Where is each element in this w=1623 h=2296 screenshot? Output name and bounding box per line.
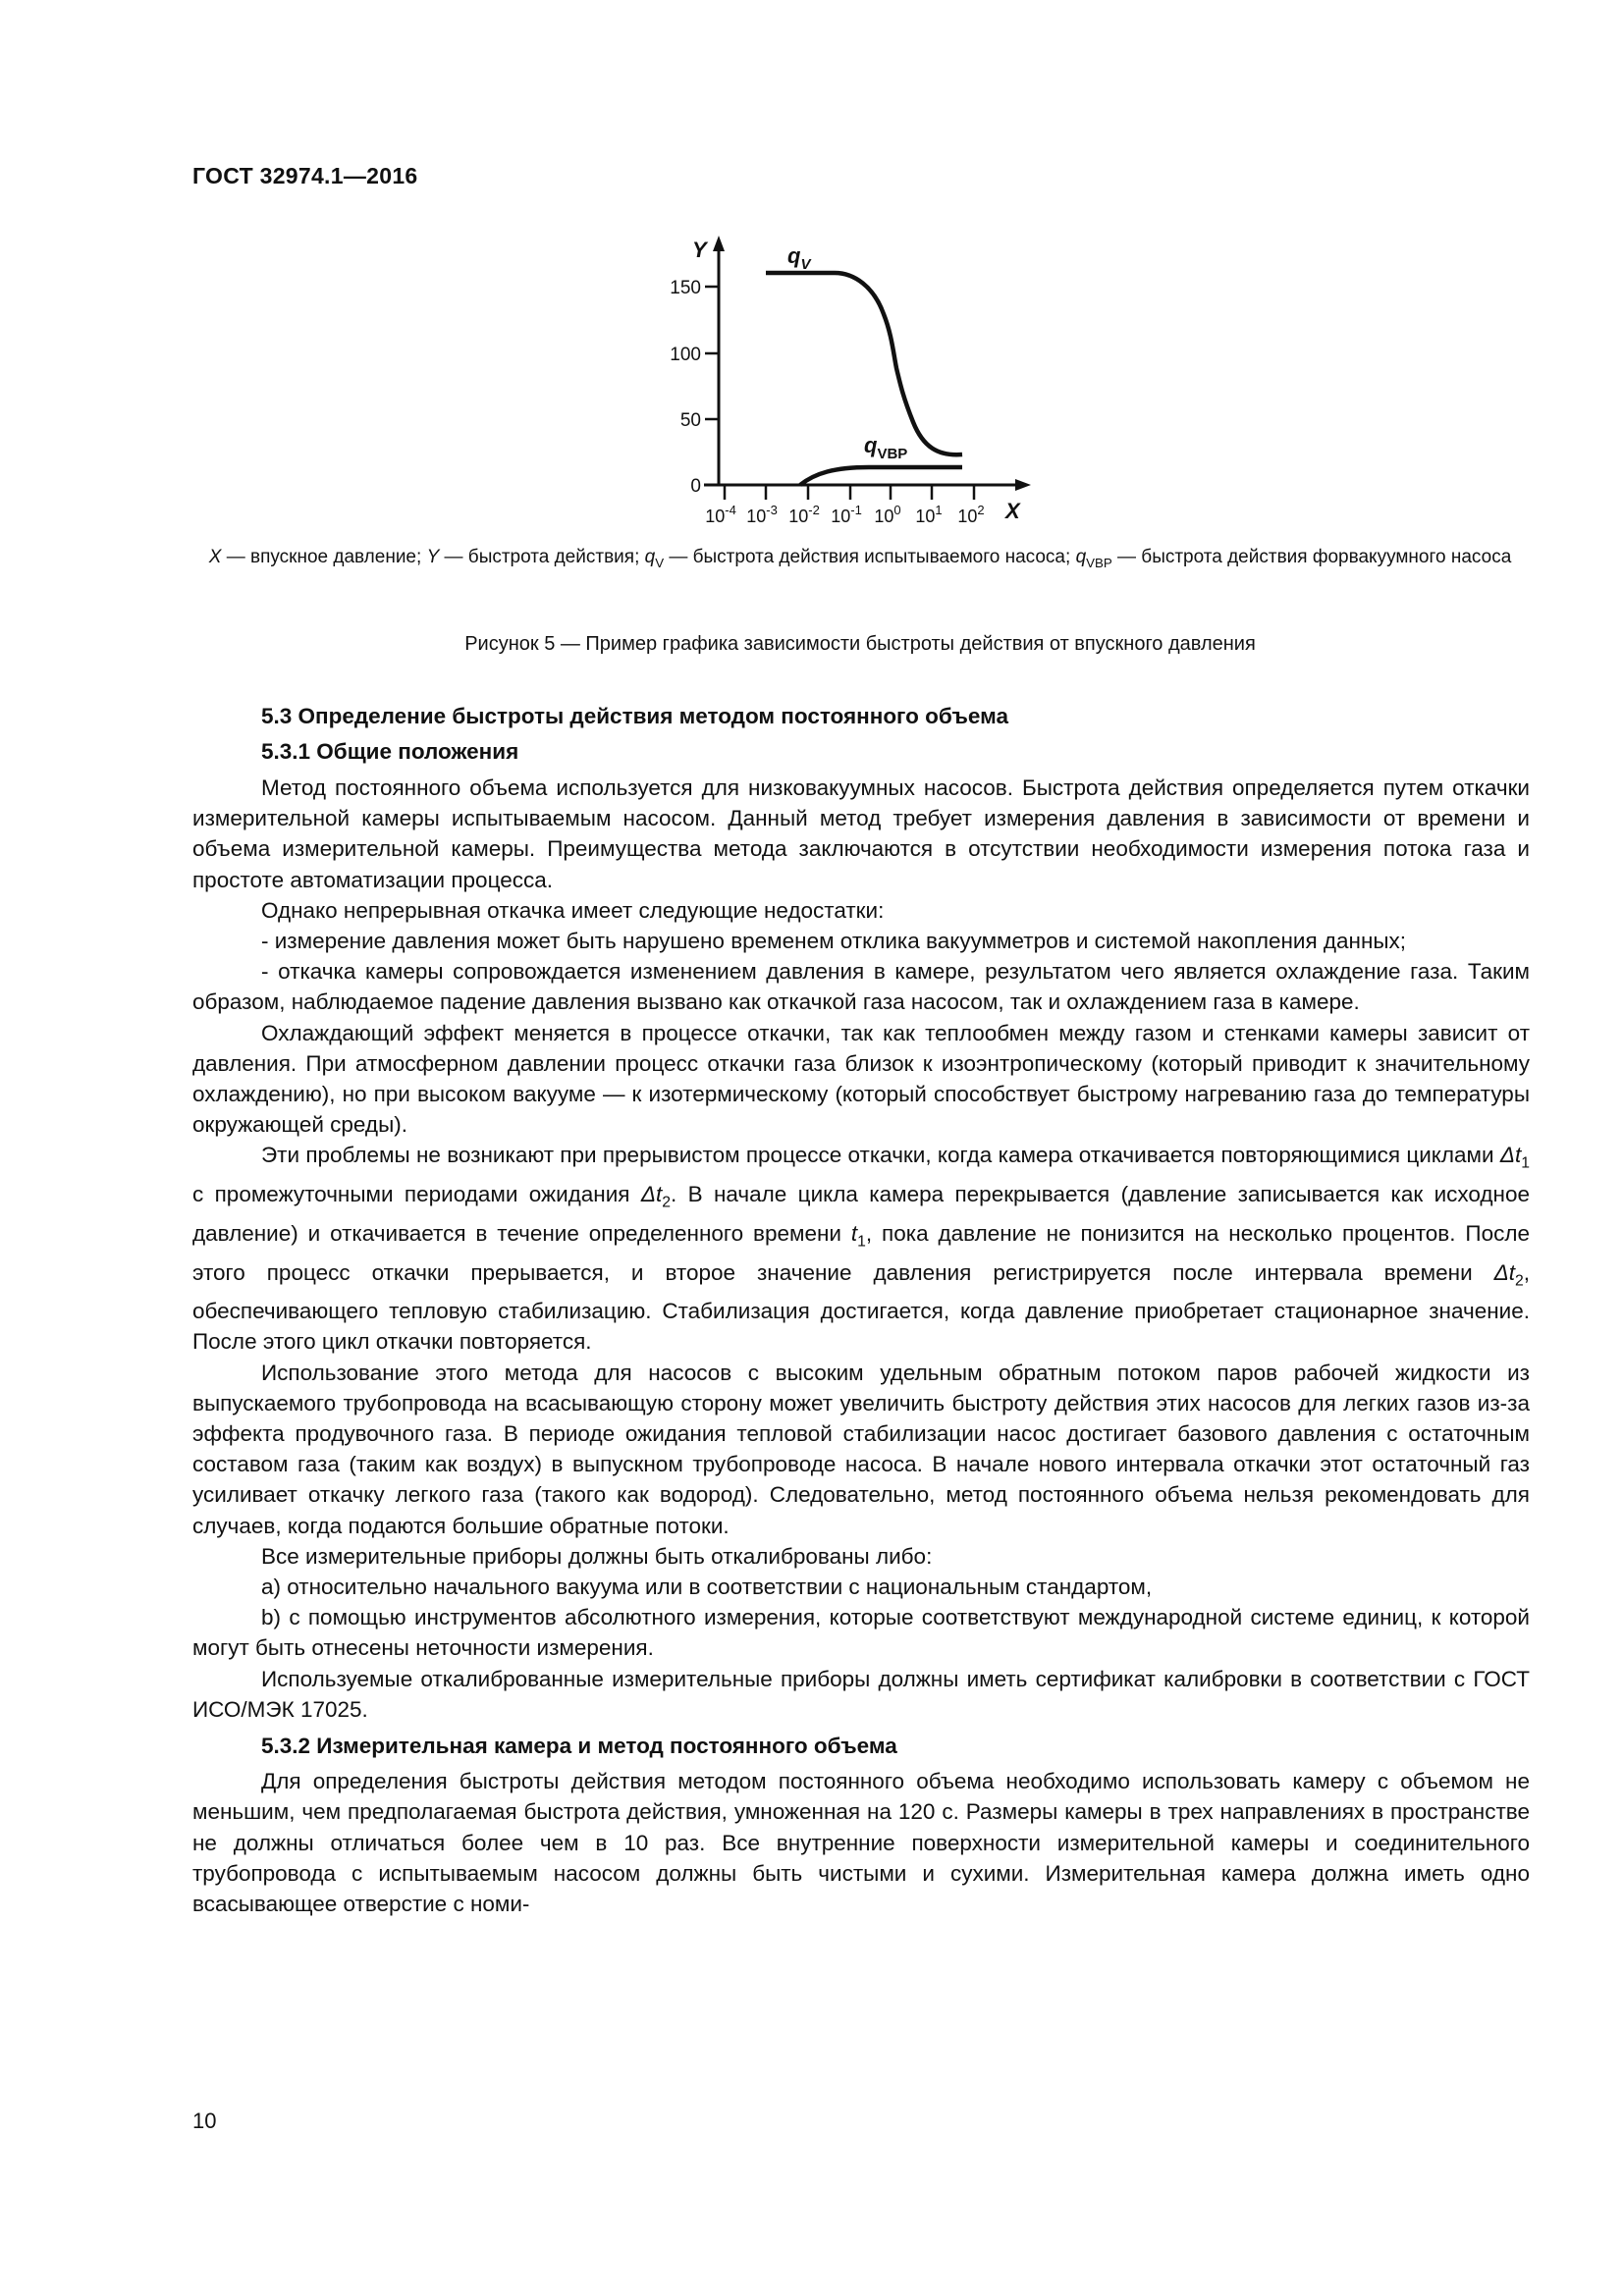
svg-text:0: 0 [690, 476, 701, 497]
x-tick-labels [705, 503, 984, 526]
svg-text:50: 50 [679, 410, 701, 431]
paragraph: Метод постоянного объема используется для низковакуумных насосов. Быстрота действия определяется путем откачки измерительной камеры испытываемым насосом. Данный метод требует измерения давления в зависимости от времени и объема измерительной камеры. Преимущества метода заключаются в отсутствии необходимости измерения потока газа и простоте автоматизации процесса. [192, 775, 1530, 892]
list-item: - измерение давления может быть нарушено временем отклика вакуумметров и системой накопления данных; [261, 929, 1407, 954]
paragraph: Использование этого метода для насосов с высоким удельным обратным потоком паров рабочей жидкости из выпускаемого трубопровода на всасывающую сторону может увеличить быстроту действия этих насосов для легких газов из-за эффекта продувочного газа. В периоде ожидания тепловой стабилизации насос достигает базового давления с остаточным составом газа (таким как воздух) в выпускном трубопроводе насоса. В начале нового интервала откачки этот остаточный газ усиливает откачку легкого газа (такого как водород). Следовательно, метод постоянного объема нельзя рекомендовать для случаев, когда подаются большие обратные потоки. [192, 1360, 1530, 1538]
list-item: b) с помощью инструментов абсолютного измерения, которые соответствуют международной системе единиц, к которой могут быть отнесены неточности измерения. [192, 1605, 1530, 1661]
x-axis-arrow-icon [1015, 479, 1031, 491]
x-ticks [725, 485, 974, 500]
qv-label: $q_V$ [787, 243, 811, 273]
qvbp-curve [800, 467, 962, 485]
figure-5-chart [0, 0, 1623, 526]
y-tick-labels [670, 278, 701, 497]
figure-caption: Рисунок 5 — Пример графика зависимости быстроты действия от впускного давления [464, 633, 1256, 655]
section-heading-5-3-1: 5.3.1 Общие положения [261, 739, 519, 764]
y-axis-arrow-icon [713, 236, 725, 251]
list-item: - откачка камеры сопровождается изменением давления в камере, результатом чего является охлаждение газа. Таким образом, наблюдаемое падение давления вызвано как откачкой газа насосом, так и охлаждением газа в камере. [192, 959, 1530, 1015]
section-heading-5-3: 5.3 Определение быстроты действия методом постоянного объема [261, 704, 1008, 728]
y-ticks [705, 287, 719, 419]
y-axis-label: Y [692, 238, 707, 262]
figure-legend: X — впускное давление; Y — быстрота действия; $q_V$ — быстрота действия испытываемого насоса; $q_{VBP}$ — быстрота действия форвакуумного насоса [208, 547, 1512, 570]
page-number: 10 [192, 2109, 217, 2133]
paragraph: Все измерительные приборы должны быть откалиброваны либо: [261, 1543, 933, 1569]
svg-text:101: $10^1$ [915, 503, 943, 526]
svg-text:100: 100 [670, 345, 701, 365]
x-axis-label: X [1005, 499, 1020, 523]
document-body [192, 699, 1530, 1919]
paragraph: Эти проблемы не возникают при прерывистом процессе откачки, когда камера откачивается повторяющимися циклами $\Delta t_1$ с промежуточными периодами ожидания $\Delta t_2$. В начале цикла камера перекрывается (давление записывается как исходное давление) и откачивается в течение определенного времени $t_1$, пока давление не понизится на несколько процентов. После этого процесс откачки прерывается, и второе значение давления регистрируется после интервала времени $\Delta t_2$, обеспечивающего тепловую стабилизацию. Стабилизация достигается, когда давление приобретает стационарное значение. После этого цикл откачки повторяется. [192, 1143, 1531, 1355]
section-heading-5-3-2: 5.3.2 Измерительная камера и метод постоянного объема [261, 1734, 897, 1759]
svg-text:150: 150 [670, 278, 701, 298]
list-item: a) относительно начального вакуума или в соответствии с национальным стандартом, [261, 1575, 1153, 1600]
qv-curve [766, 273, 962, 454]
svg-text:102: $10^2$ [957, 503, 985, 526]
svg-text:10-1: $10^{-1}$ [831, 503, 862, 526]
paragraph: Для определения быстроты действия методом постоянного объема необходимо использовать камеру с объемом не меньшим, чем предполагаемая быстрота действия, умноженная на 120 с. Размеры камеры в трех направлениях в пространстве не должны отличаться более чем в 10 раз. Все внутренние поверхности измерительной камеры и соединительного трубопровода с испытываемым насосом должны быть чистыми и сухими. Измерительная камера должна иметь одно всасывающее отверстие с номи- [192, 1769, 1530, 1916]
svg-text:10-3: $10^{-3}$ [746, 503, 778, 526]
speed-vs-pressure-plot [0, 0, 1623, 526]
paragraph: Используемые откалиброванные измерительные приборы должны иметь сертификат калибровки в соответствии с ГОСТ ИСО/МЭК 17025. [192, 1666, 1530, 1722]
document-header: ГОСТ 32974.1—2016 [192, 163, 418, 188]
qvbp-label: $q_{VBP}$ [864, 433, 908, 462]
svg-text:10-2: $10^{-2}$ [788, 503, 820, 526]
svg-text:10-4: $10^{-4}$ [705, 503, 736, 526]
paragraph: Охлаждающий эффект меняется в процессе откачки, так как теплообмен между газом и стенками камеры зависит от давления. При атмосферном давлении процесс откачки газа близок к изоэнтропическому (который приводит к значительному охлаждению), но при высоком вакууме — к изотермическому (который способствует быстрому нагреванию газа до температуры окружающей среды). [192, 1020, 1530, 1138]
svg-text:100: $10^0$ [874, 503, 901, 526]
paragraph: Однако непрерывная откачка имеет следующие недостатки: [261, 897, 885, 923]
